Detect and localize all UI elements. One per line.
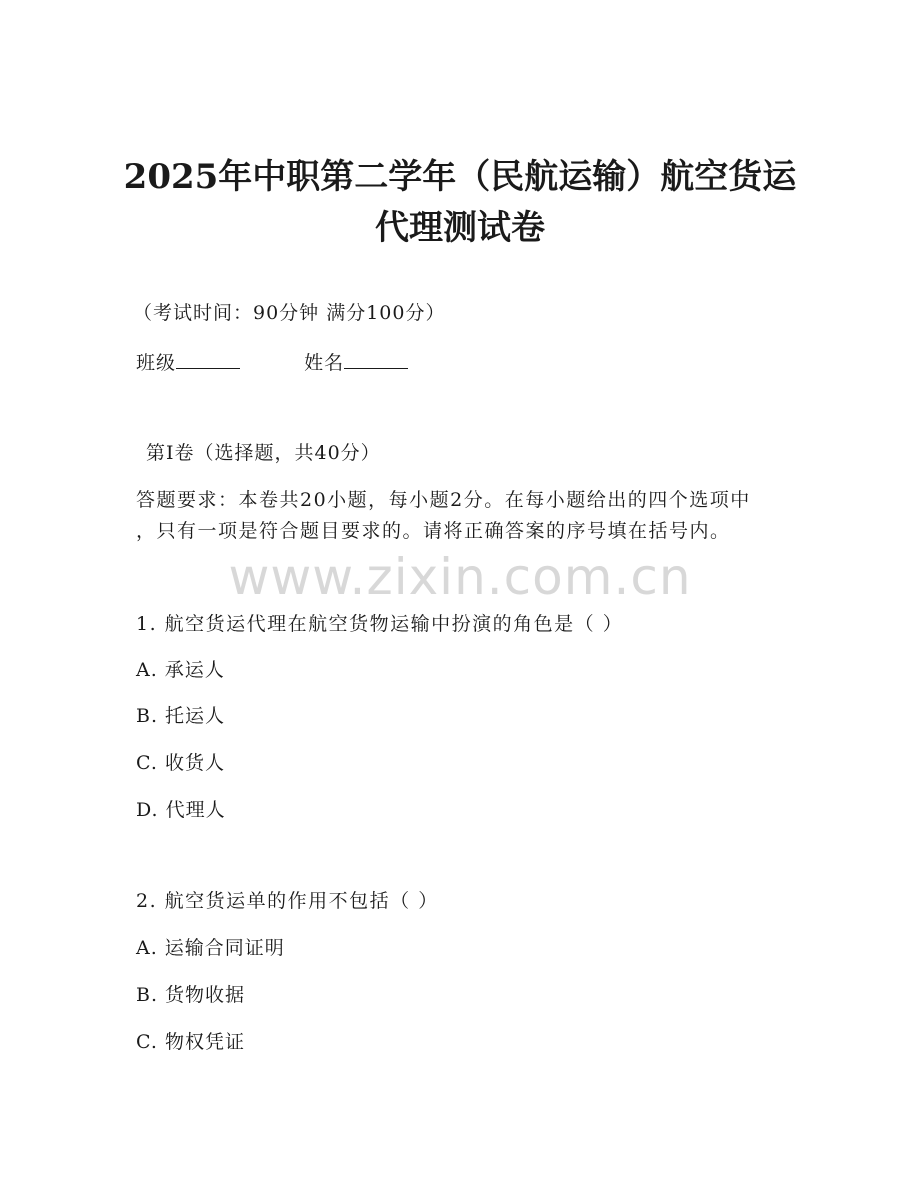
question-stem: 2. 航空货运单的作用不包括（ ） bbox=[136, 890, 439, 912]
class-label: 班级 bbox=[136, 352, 177, 374]
student-info-row bbox=[136, 348, 408, 377]
name-label: 姓名 bbox=[304, 352, 345, 374]
section-heading: 第Ⅰ卷（选择题，共40分） bbox=[146, 442, 381, 464]
question-option[interactable]: B. 货物收据 bbox=[136, 984, 246, 1006]
class-blank[interactable] bbox=[176, 348, 240, 369]
watermark: www.zixin.com.cn bbox=[228, 548, 692, 606]
question-stem: 1. 航空货运代理在航空货物运输中扮演的角色是（ ） bbox=[136, 613, 624, 635]
instructions-line2: ，只有一项是符合题目要求的。请将正确答案的序号填在括号内。 bbox=[136, 520, 731, 542]
question-option[interactable]: D. 代理人 bbox=[136, 799, 226, 821]
instructions-line1: 答题要求：本卷共20小题，每小题2分。在每小题给出的四个选项中 bbox=[136, 489, 751, 511]
exam-info: （考试时间：90分钟 满分100分） bbox=[133, 302, 446, 324]
question-option[interactable]: B. 托运人 bbox=[136, 705, 226, 727]
question-option[interactable]: A. 运输合同证明 bbox=[136, 937, 285, 959]
question-option[interactable]: A. 承运人 bbox=[136, 659, 225, 681]
question-option[interactable]: C. 物权凭证 bbox=[136, 1031, 245, 1053]
name-blank[interactable] bbox=[344, 348, 408, 369]
document-title-line1: 2025年中职第二学年（民航运输）航空货运 bbox=[123, 157, 797, 197]
document-title-line2: 代理测试卷 bbox=[375, 208, 545, 248]
question-option[interactable]: C. 收货人 bbox=[136, 752, 225, 774]
